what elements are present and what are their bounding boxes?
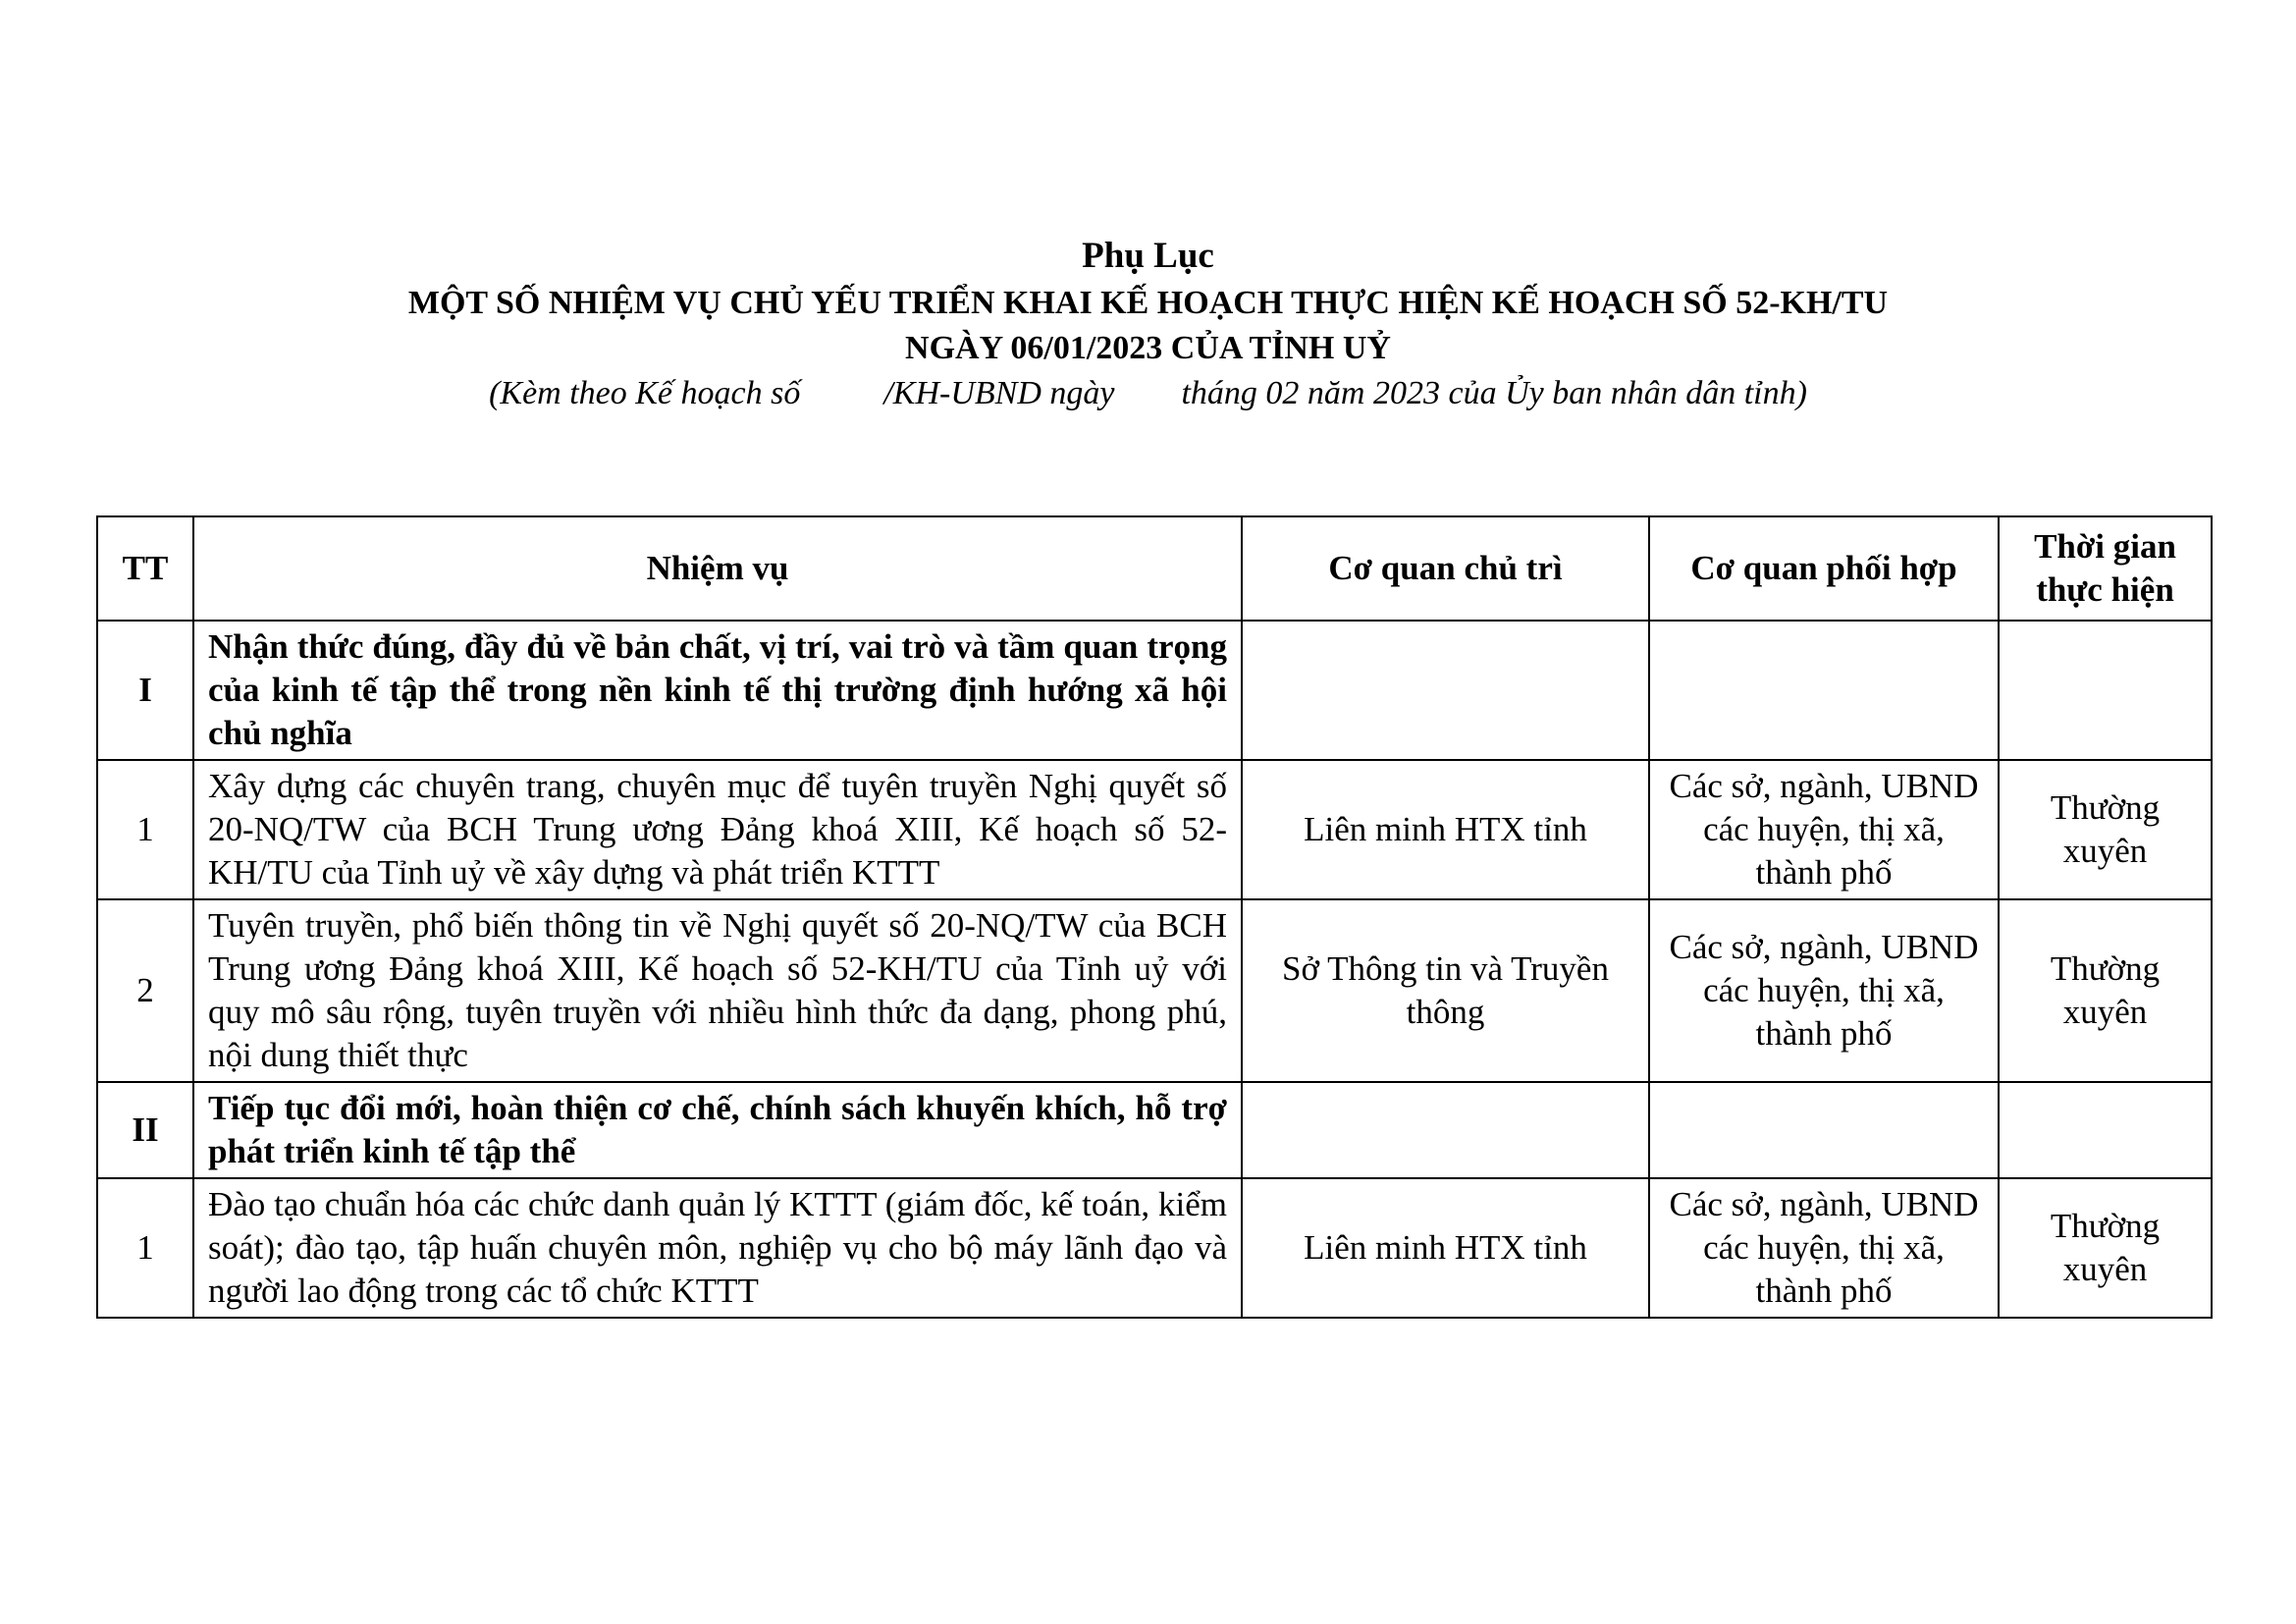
column-header-coordinating-agency: Cơ quan phối hợp — [1649, 516, 1999, 621]
row-task: Đào tạo chuẩn hóa các chức danh quản lý KTTT (giám đốc, kế toán, kiểm soát); đào tạo, tập huấn chuyên môn, nghiệp vụ cho bộ máy lãnh đạo và người lao động trong các tổ chức KTTT — [193, 1178, 1242, 1318]
row-task: Tiếp tục đổi mới, hoàn thiện cơ chế, chính sách khuyến khích, hỗ trợ phát triển kinh tế tập thể — [193, 1082, 1242, 1178]
column-header-tt: TT — [97, 516, 193, 621]
row-number: 2 — [97, 899, 193, 1082]
row-lead-agency: Sở Thông tin và Truyền thông — [1242, 899, 1649, 1082]
row-coordinating-agency: Các sở, ngành, UBND các huyện, thị xã, thành phố — [1649, 1178, 1999, 1318]
row-task: Nhận thức đúng, đầy đủ về bản chất, vị trí, vai trò và tầm quan trọng của kinh tế tập thể trong nền kinh tế thị trường định hướng xã hội chủ nghĩa — [193, 621, 1242, 760]
document-header — [0, 232, 2296, 416]
row-number: 1 — [97, 1178, 193, 1318]
row-timeline: Thường xuyên — [1999, 1178, 2212, 1318]
row-coordinating-agency: Các sở, ngành, UBND các huyện, thị xã, thành phố — [1649, 899, 1999, 1082]
row-timeline: Thường xuyên — [1999, 760, 2212, 899]
row-coordinating-agency: Các sở, ngành, UBND các huyện, thị xã, thành phố — [1649, 760, 1999, 899]
column-header-lead-agency: Cơ quan chủ trì — [1242, 516, 1649, 621]
row-lead-agency — [1242, 621, 1649, 760]
appendix-title: Phụ Lục — [1082, 236, 1214, 276]
task-table — [96, 515, 2213, 1319]
row-number: II — [97, 1082, 193, 1178]
row-task: Tuyên truyền, phổ biến thông tin về Nghị quyết số 20-NQ/TW của BCH Trung ương Đảng khoá XIII, Kế hoạch số 52-KH/TU của Tỉnh uỷ với quy mô sâu rộng, tuyên truyền với nhiều hình thức đa dạng, phong phú, nội dung thiết thực — [193, 899, 1242, 1082]
attachment-subtitle: (Kèm theo Kế hoạch số /KH-UBND ngày tháng 02 năm 2023 của Ủy ban nhân dân tỉnh) — [489, 375, 1807, 411]
main-title-line-1: MỘT SỐ NHIỆM VỤ CHỦ YẾU TRIỂN KHAI KẾ HOẠCH THỰC HIỆN KẾ HOẠCH SỐ 52-KH/TU — [407, 285, 1889, 321]
row-number: 1 — [97, 760, 193, 899]
row-lead-agency — [1242, 1082, 1649, 1178]
row-timeline — [1999, 1082, 2212, 1178]
row-lead-agency: Liên minh HTX tỉnh — [1242, 1178, 1649, 1318]
table-row — [97, 1178, 2212, 1318]
table-row-section — [97, 621, 2212, 760]
table-header-row — [97, 516, 2212, 621]
table-row-section — [97, 1082, 2212, 1178]
row-coordinating-agency — [1649, 1082, 1999, 1178]
row-coordinating-agency — [1649, 621, 1999, 760]
column-header-timeline — [1999, 516, 2212, 621]
row-lead-agency: Liên minh HTX tỉnh — [1242, 760, 1649, 899]
column-header-task: Nhiệm vụ — [193, 516, 1242, 621]
row-number: I — [97, 621, 193, 760]
column-header-timeline-line-2: thực hiện — [2036, 570, 2174, 609]
table-row — [97, 760, 2212, 899]
column-header-timeline-line-1: Thời gian — [2034, 527, 2176, 566]
row-timeline — [1999, 621, 2212, 760]
table-row — [97, 899, 2212, 1082]
row-timeline: Thường xuyên — [1999, 899, 2212, 1082]
main-title-line-2: NGÀY 06/01/2023 CỦA TỈNH UỶ — [905, 330, 1391, 366]
row-task: Xây dựng các chuyên trang, chuyên mục để tuyên truyền Nghị quyết số 20-NQ/TW của BCH Trung ương Đảng khoá XIII, Kế hoạch số 52-KH/TU của Tỉnh uỷ về xây dựng và phát triển KTTT — [193, 760, 1242, 899]
